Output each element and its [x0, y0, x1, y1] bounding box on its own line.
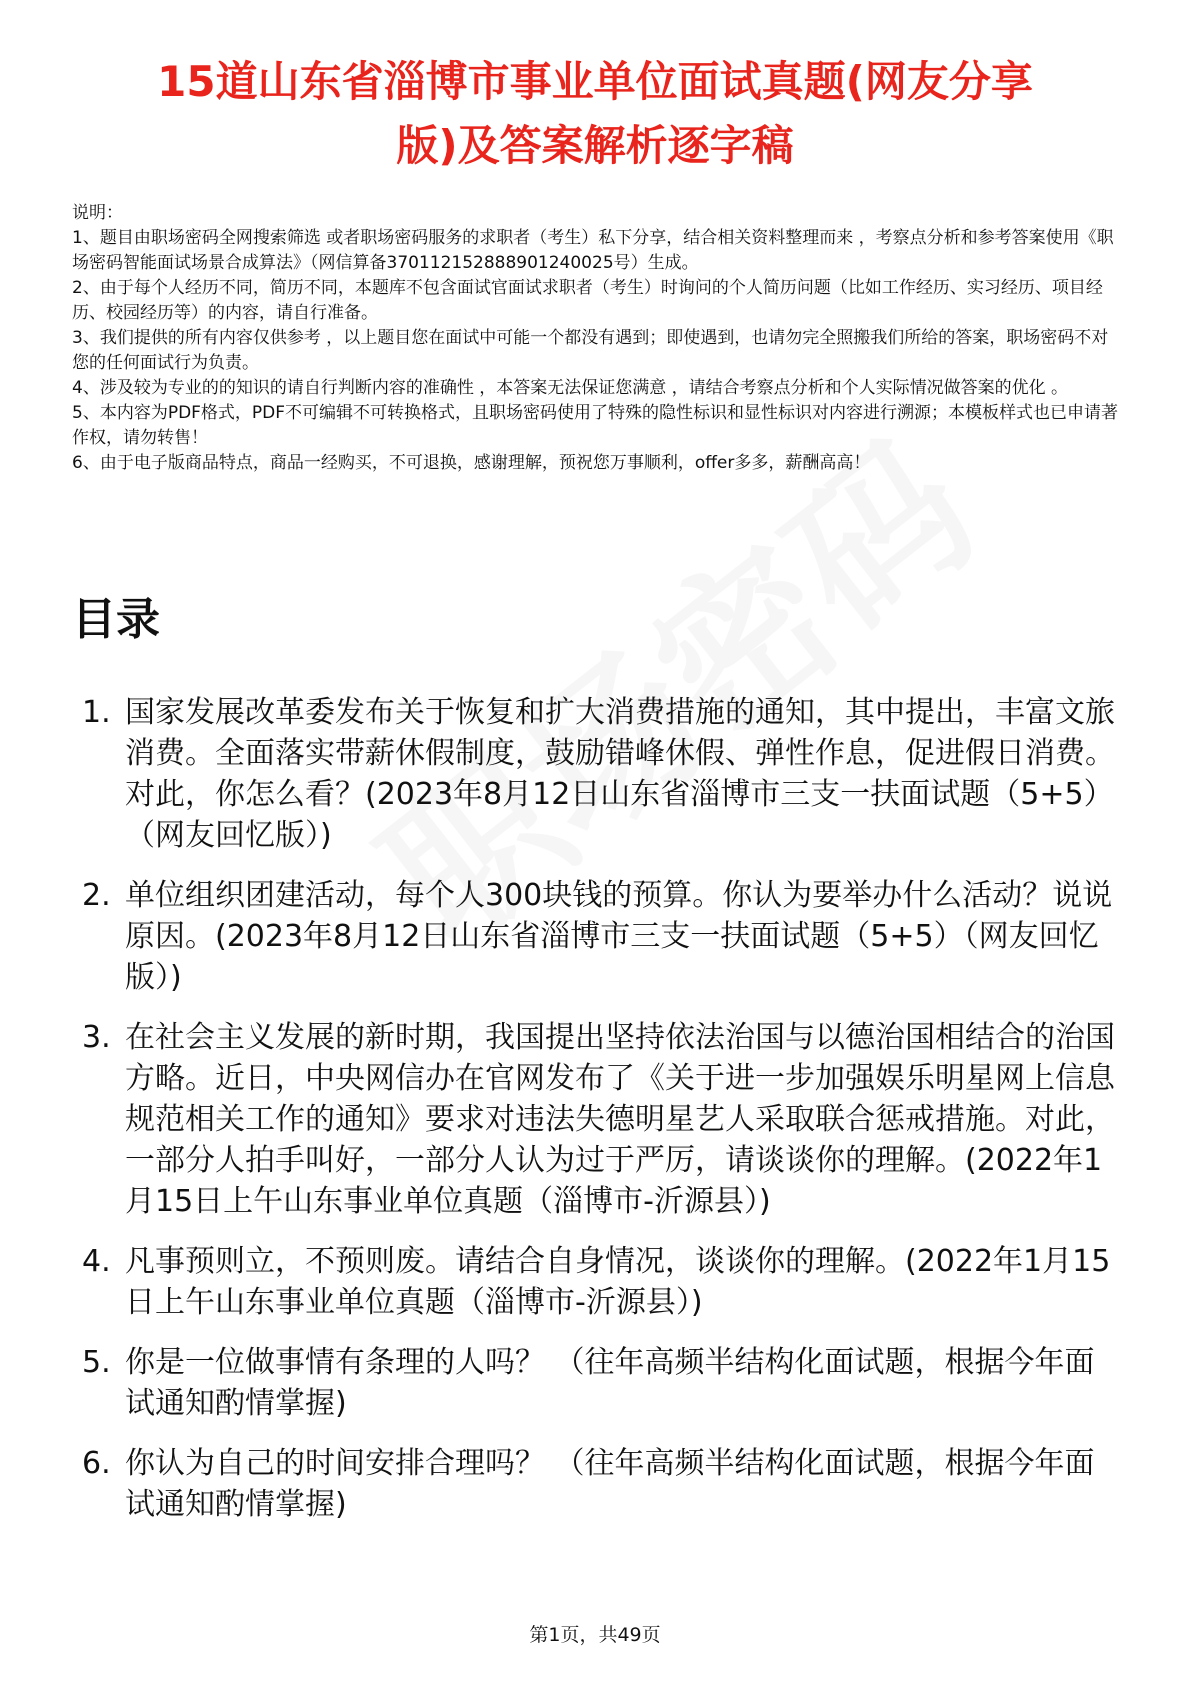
toc-item-number: 6. — [82, 1446, 111, 1481]
toc-item-number: 2. — [82, 878, 111, 913]
toc-item-number: 3. — [82, 1020, 111, 1055]
toc-heading: 目录 — [72, 594, 160, 645]
toc-item-text: 国家发展改革委发布关于恢复和扩大消费措施的通知，其中提出，丰富文旅消费。全面落实带薪休假制度，鼓励错峰休假、弹性作息，促进假日消费。对此，你怎么看？(2023年8月12日山东省淄博市三支一扶面试题（5+5）（网友回忆版）) — [125, 695, 1115, 853]
toc-item[interactable] — [72, 1241, 1122, 1323]
toc-item[interactable] — [72, 875, 1122, 998]
note-item: 3、我们提供的所有内容仅供参考 ，以上题目您在面试中可能一个都没有遇到；即使遇到，也请勿完全照搬我们所给的答案，职场密码不对您的任何面试行为负责。 — [72, 328, 1109, 373]
document-title — [60, 50, 1130, 178]
toc-item[interactable] — [72, 1342, 1122, 1424]
note-item: 5、本内容为PDF格式，PDF不可编辑不可转换格式，且职场密码使用了特殊的隐性标识和显性标识对内容进行溯源；本模板样式也已申请著作权，请勿转售！ — [72, 403, 1119, 448]
note-item: 1、题目由职场密码全网搜索筛选 或者职场密码服务的求职者（考生）私下分享，结合相关资料整理而来 ，考察点分析和参考答案使用《职场密码智能面试场景合成算法》（网信算备370112152888901240025号）生成。 — [72, 228, 1114, 273]
toc-item-text: 在社会主义发展的新时期，我国提出坚持依法治国与以德治国相结合的治国方略。近日，中央网信办在官网发布了《关于进一步加强娱乐明星网上信息规范相关工作的通知》要求对违法失德明星艺人采取联合惩戒措施。对此，一部分人拍手叫好，一部分人认为过于严厉，请谈谈你的理解。(2022年1月15日上午山东事业单位真题（淄博市-沂源县）) — [125, 1020, 1115, 1219]
toc-item-text: 凡事预则立，不预则废。请结合自身情况，谈谈你的理解。(2022年1月15日上午山东事业单位真题（淄博市-沂源县）) — [125, 1244, 1111, 1320]
toc-item-number: 1. — [82, 695, 111, 730]
page-footer: 第1页，共49页 — [529, 1624, 661, 1646]
toc-item-text: 单位组织团建活动，每个人300块钱的预算。你认为要举办什么活动？说说原因。(2023年8月12日山东省淄博市三支一扶面试题（5+5）（网友回忆版）) — [125, 878, 1113, 995]
notes-section — [72, 201, 1122, 476]
title-line-1: 15道山东省淄博市事业单位面试真题(网友分享 — [157, 57, 1033, 106]
note-item: 4、涉及较为专业的的知识的请自行判断内容的准确性 ，本答案无法保证您满意 ，请结合考察点分析和个人实际情况做答案的优化 。 — [72, 378, 1069, 398]
notes-heading: 说明： — [72, 203, 123, 223]
toc-item[interactable] — [72, 1017, 1122, 1222]
title-line-2: 版)及答案解析逐字稿 — [396, 121, 794, 170]
toc-item[interactable] — [72, 692, 1122, 856]
toc-item-number: 5. — [82, 1345, 111, 1380]
toc-item[interactable] — [72, 1443, 1122, 1525]
note-item: 6、由于电子版商品特点，商品一经购买，不可退换，感谢理解，预祝您万事顺利，offer多多，薪酬高高！ — [72, 453, 871, 473]
note-item: 2、由于每个人经历不同，简历不同，本题库不包含面试官面试求职者（考生）时询问的个人简历问题（比如工作经历、实习经历、项目经历、校园经历等）的内容，请自行准备。 — [72, 278, 1103, 323]
toc-item-text: 你是一位做事情有条理的人吗？ （往年高频半结构化面试题，根据今年面试通知酌情掌握) — [125, 1345, 1095, 1421]
table-of-contents — [72, 692, 1122, 1544]
toc-item-text: 你认为自己的时间安排合理吗？ （往年高频半结构化面试题，根据今年面试通知酌情掌握) — [125, 1446, 1095, 1522]
toc-item-number: 4. — [82, 1244, 111, 1279]
